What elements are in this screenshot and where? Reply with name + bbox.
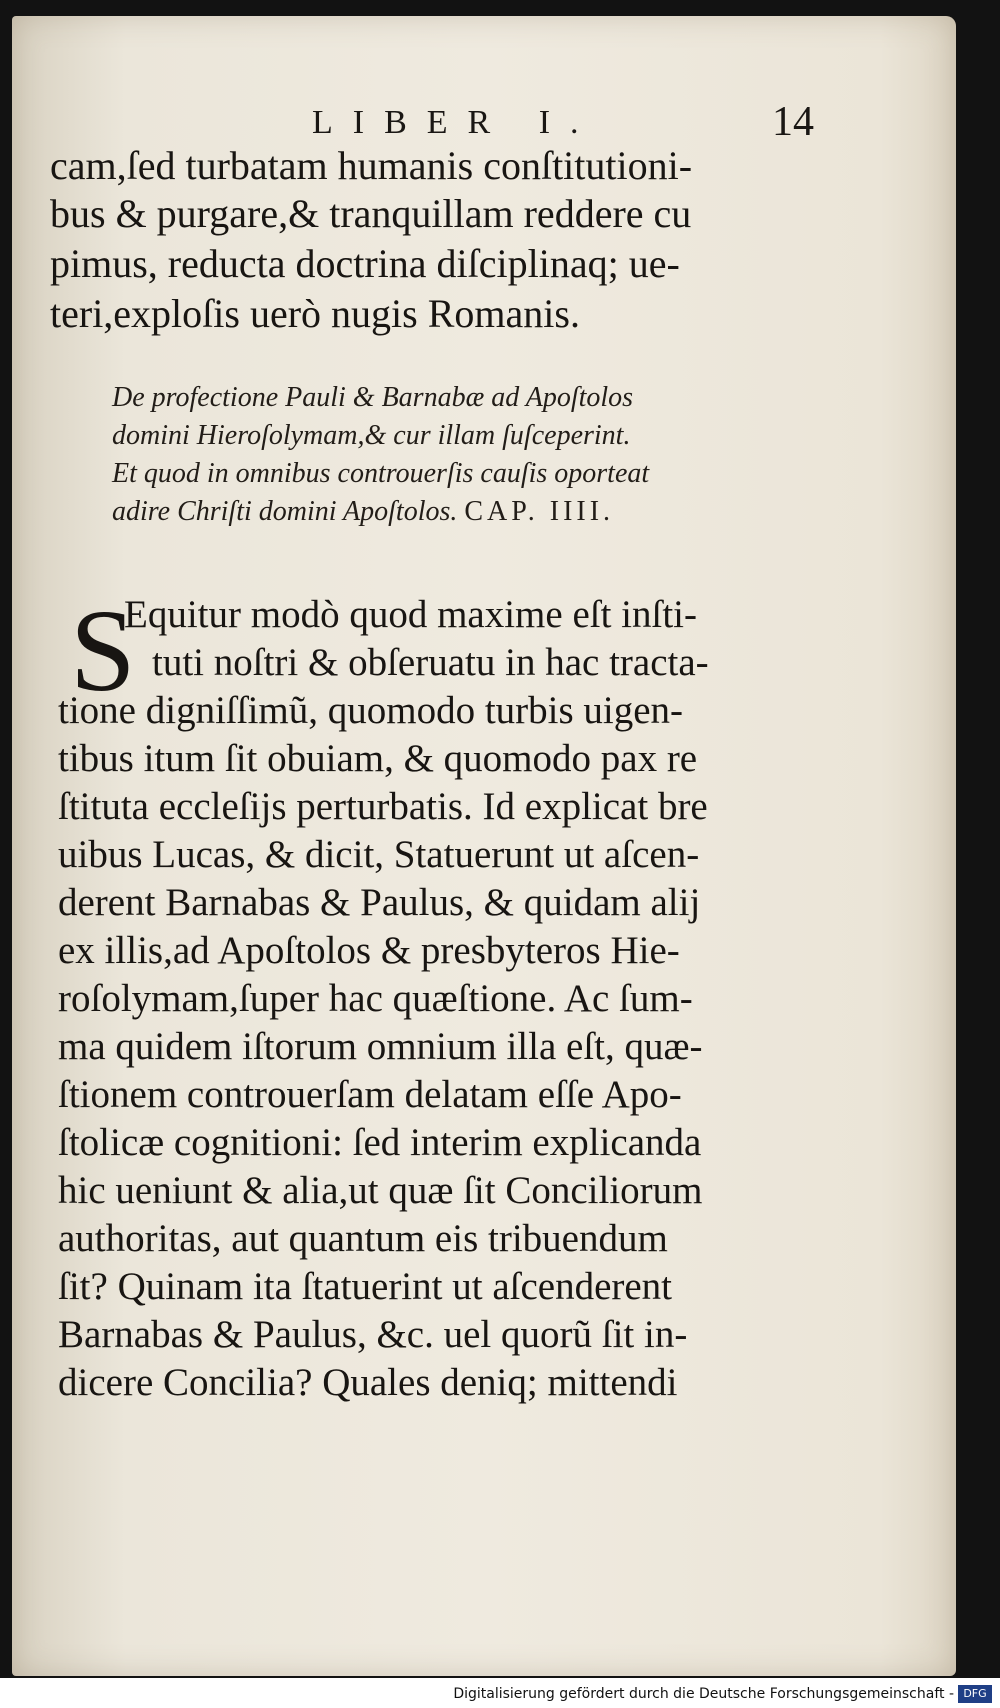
text-line: bus & purgare,& tranquillam reddere cu — [50, 191, 692, 236]
text-line: teri,exploſis uerò nugis Romanis. — [50, 291, 580, 336]
text-line: ex illis,ad Apoſtolos & presbyteros Hie- — [58, 929, 680, 972]
text-line: uibus Lucas, & dicit, Statuerunt ut aſcen- — [58, 833, 700, 876]
footer-credit: Digitalisierung gefördert durch die Deutsche Forschungsgemeinschaft - — [453, 1686, 954, 1702]
text-line: tuti noſtri & obſeruatu in hac tracta- — [152, 641, 709, 684]
chapter-number: CAP. IIII. — [464, 496, 615, 527]
page-number: 14 — [772, 99, 814, 145]
text-line: derent Barnabas & Paulus, & quidam alij — [58, 881, 701, 924]
heading-line: Et quod in omnibus controuerſis cauſis oporteat — [112, 458, 650, 489]
text-line: ſit? Quinam ita ſtatuerint ut aſcenderent — [58, 1265, 673, 1308]
running-head: LIBER I. — [312, 104, 599, 141]
text-line: ſtolicæ cognitioni: ſed interim explicanda — [58, 1121, 702, 1164]
drop-cap: S — [70, 585, 136, 716]
text-line: cam,ſed turbatam humanis conſtitutioni- — [50, 143, 693, 188]
text-line: tibus itum ſit obuiam, & quomodo pax re — [58, 737, 698, 780]
text-line: pimus, reducta doctrina diſciplinaq; ue- — [50, 241, 680, 286]
footer-bar — [0, 1678, 1000, 1708]
text-line: authoritas, aut quantum eis tribuendum — [58, 1217, 668, 1260]
dfg-logo: DFG — [958, 1685, 992, 1703]
text-line: ſtituta eccleſijs perturbatis. Id explicat bre — [58, 785, 708, 828]
heading-line: domini Hieroſolymam,& cur illam ſuſceperint. — [112, 420, 631, 451]
text-line: Barnabas & Paulus, &c. uel quorũ ſit in- — [58, 1313, 688, 1356]
text-line: ma quidem iſtorum omnium illa eſt, quæ- — [58, 1025, 703, 1068]
heading-line: De profectione Pauli & Barnabæ ad Apoſtolos — [112, 382, 634, 413]
text-line: ſtionem controuerſam delatam eſſe Apo- — [58, 1073, 682, 1116]
text-line: hic ueniunt & alia,ut quæ ſit Conciliorum — [58, 1169, 703, 1212]
text-line: roſolymam,ſuper hac quæſtione. Ac ſum- — [58, 977, 693, 1020]
heading-line-last — [112, 496, 614, 528]
text-line: dicere Concilia? Quales deniq; mittendi — [58, 1361, 678, 1404]
text-line: tione digniſſimũ, quomodo turbis uigen- — [58, 689, 684, 732]
text-line: Equitur modò quod maxime eſt inſti- — [124, 593, 698, 636]
book-page — [12, 16, 956, 1676]
heading-last-text: adire Chriſti domini Apoſtolos. — [112, 496, 458, 527]
